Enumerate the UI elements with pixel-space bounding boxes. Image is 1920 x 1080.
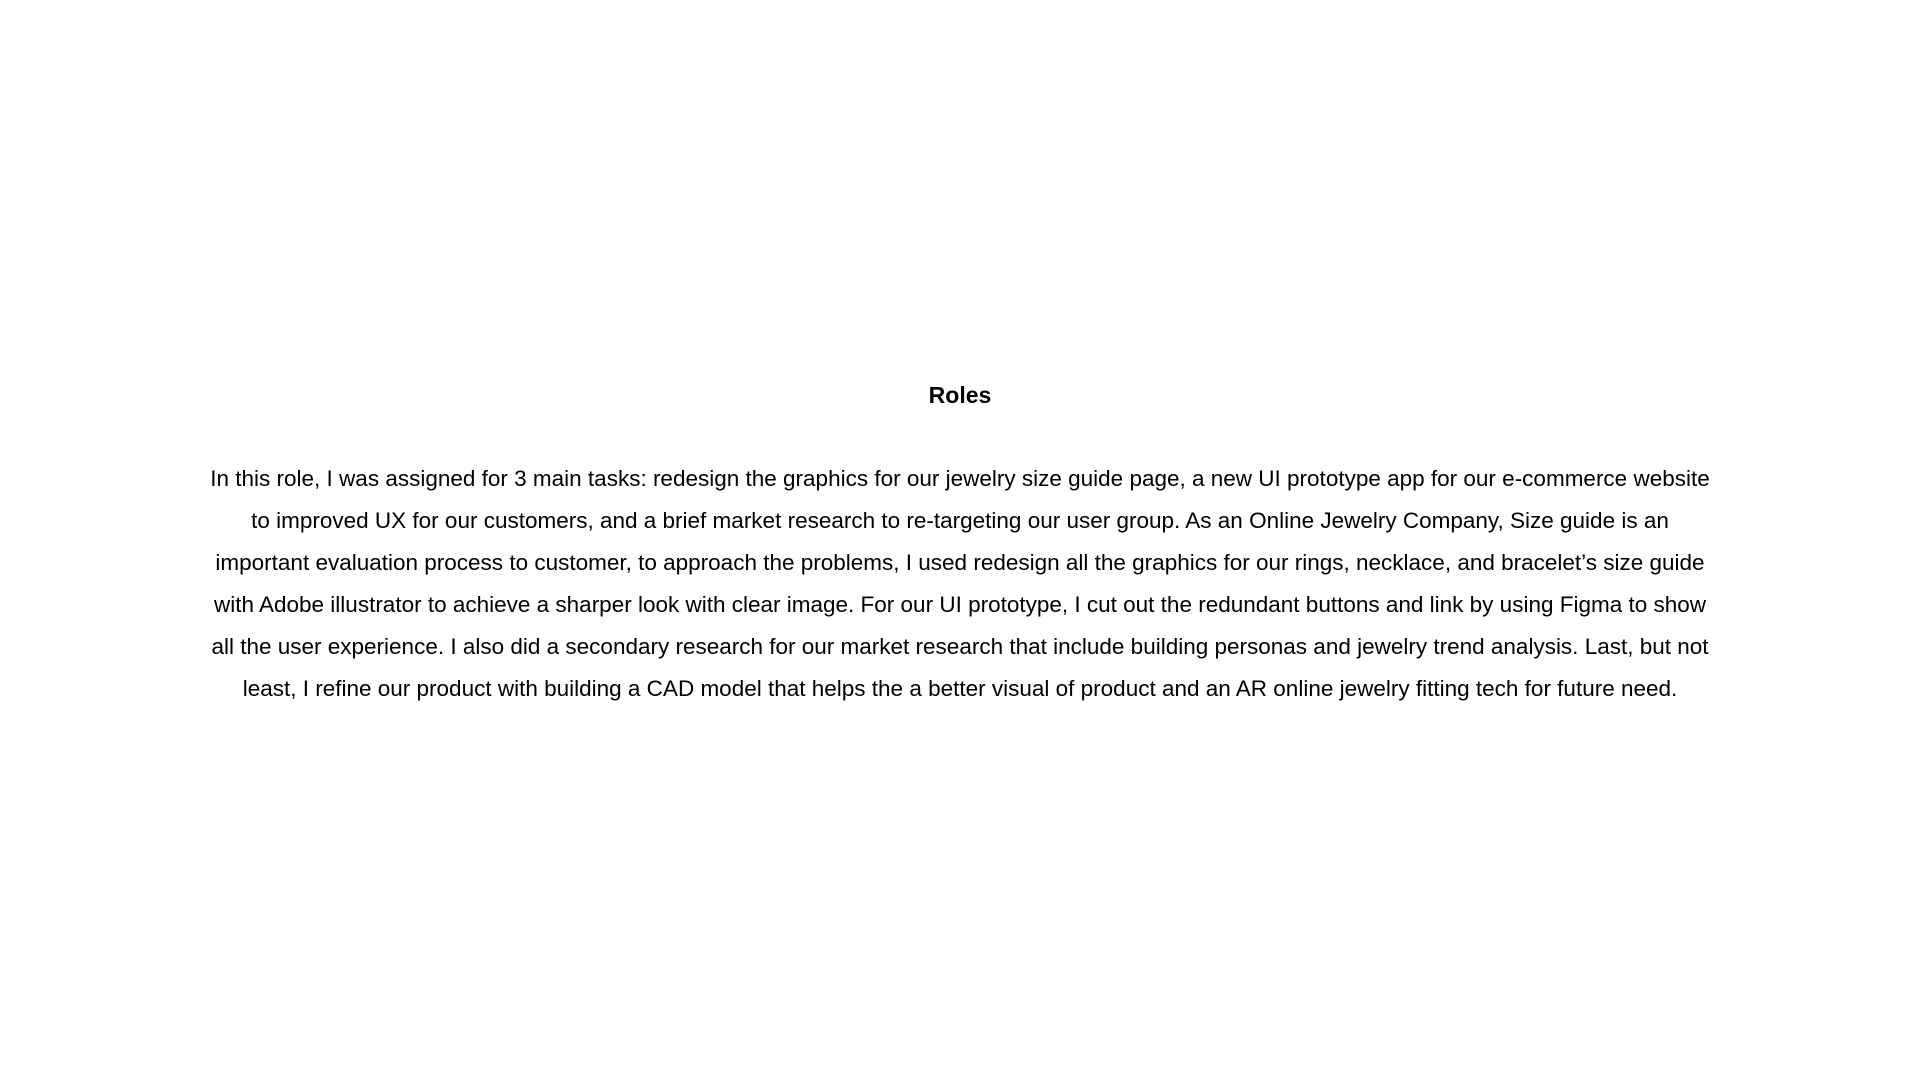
roles-paragraph (210, 458, 1710, 710)
paragraph-line: important evaluation process to customer, to approach the problems, I used redesign all the graphics for our rings, necklace, and bracelet’s size guide (215, 550, 1705, 575)
paragraph-line: In this role, I was assigned for 3 main tasks: redesign the graphics for our jewelry size guide page, a new UI prototype app for our e-commerce website (210, 466, 1710, 491)
paragraph-line: to improved UX for our customers, and a brief market research to re-targeting our user group. As an Online Jewelry Company, Size guide is an (251, 508, 1669, 533)
roles-section (210, 378, 1710, 710)
paragraph-line: with Adobe illustrator to achieve a sharper look with clear image. For our UI prototype, I cut out the redundant buttons and link by using Figma to show (213, 592, 1707, 617)
section-title: Roles (928, 382, 992, 408)
paragraph-line: least, I refine our product with building a CAD model that helps the a better visual of product and an AR online jewelry fitting tech for future need. (242, 676, 1678, 701)
paragraph-line: all the user experience. I also did a secondary research for our market research that include building personas and jewelry trend analysis. Last, but not (211, 634, 1709, 659)
